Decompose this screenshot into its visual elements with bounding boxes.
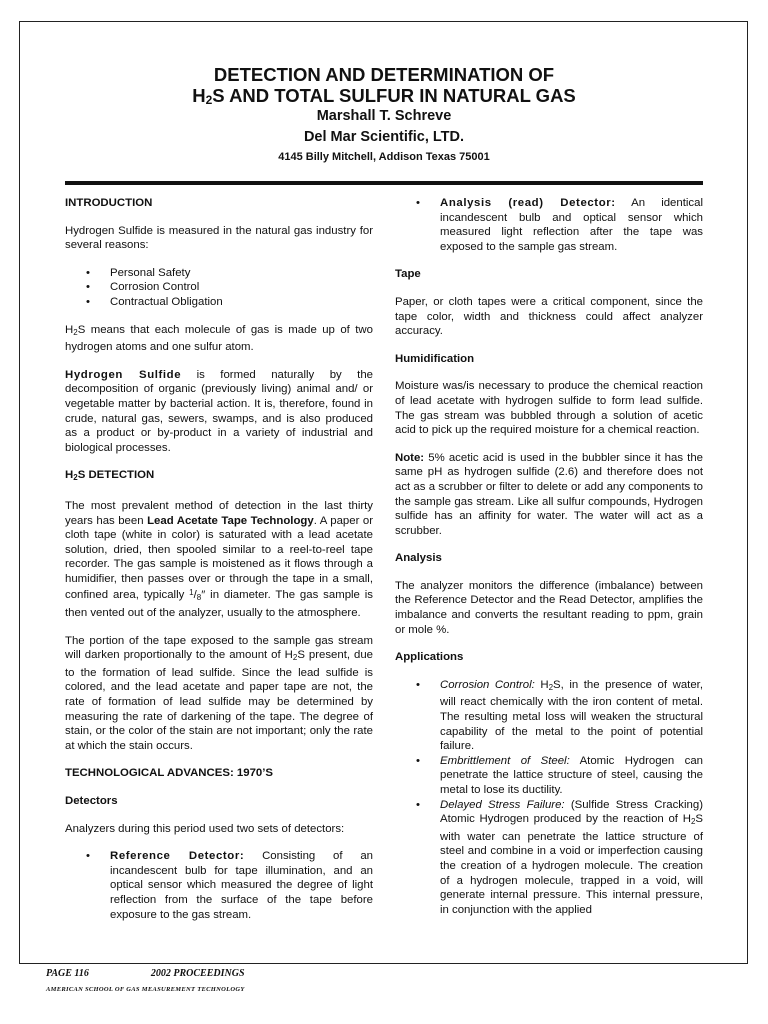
tape-paragraph: Paper, or cloth tapes were a critical component, since the tape color, width and thickness could affect analyzer accuracy. [395, 295, 703, 338]
list-item: • Corrosion Control [65, 280, 373, 295]
detectors-list-continued [395, 196, 703, 254]
list-item: • Embrittlement of Steel: Atomic Hydrogen can penetrate the lattice structure of steel, causing the metal to lose its ductility. [395, 754, 703, 798]
left-column [65, 196, 373, 935]
author-name: Marshall T. Schreve [316, 108, 452, 124]
footer-page-info [46, 968, 245, 979]
page-number: PAGE 116 [46, 968, 89, 979]
list-item: • Analysis (read) Detector: An identical incandescent bulb and optical sensor which measured light reflection after the tape was exposed to the sample gas stream. [395, 196, 703, 254]
hydrogen-sulfide-paragraph: Hydrogen Sulfide is formed naturally by the decomposition of organic (previously living) animal and/ or vegetable matter by bacterial action. It is, therefore, found in crude, natural gas, sewers, swamps, and is also produced as a product or by-product in a variety of industrial and biological processes. [65, 368, 374, 454]
subheading-tape: Tape [395, 268, 421, 281]
subheading-analysis: Analysis [395, 552, 442, 565]
subheading-humidification: Humidification [395, 352, 475, 365]
right-column [395, 196, 703, 930]
subheading-applications: Applications [395, 651, 464, 664]
reasons-list [65, 266, 373, 310]
address: 4145 Billy Mitchell, Addison Texas 75001 [278, 151, 490, 163]
subheading-detectors: Detectors [65, 795, 118, 807]
title-line-1: DETECTION AND DETERMINATION OF [213, 64, 555, 85]
analysis-paragraph: The analyzer monitors the difference (imbalance) between the Reference Detector and the Read Detector, amplifies the imbalance and converts the resultant reading to ppm, grain or mole %. [395, 579, 703, 636]
section-heading-h2s-detection: $H_2S$ DETECTION [65, 469, 155, 483]
paper-title [0, 64, 768, 111]
section-heading-tech-advances: TECHNOLOGICAL ADVANCES: 1970’S [65, 767, 274, 780]
intro-paragraph: Hydrogen Sulfide is measured in the natural gas industry for several reasons: [65, 224, 373, 252]
header-rule [65, 181, 703, 185]
detectors-list [65, 849, 373, 922]
list-item: • Delayed Stress Failure: (Sulfide Stress Cracking) Atomic Hydrogen produced by the reaction of $H_2S$ with water can penetrate the lattice structure of steel and combine in a void or imperfection causing the creation of a hydrogen molecule. The creation of a hydrogen molecule, trapped in a void, will generate internal pressure. This internal pressure, in conjunction with the applied [395, 798, 703, 918]
footer-school: AMERICAN SCHOOL OF GAS MEASUREMENT TECHNOLOGY [46, 986, 245, 993]
h2s-definition-paragraph: $H_2S$ means that each molecule of gas is made up of two hydrogen atoms and one sulfur atom. [65, 323, 373, 354]
detection-paragraph-2: The portion of the tape exposed to the sample gas stream will darken proportionally to the amount of $H_2S$ present, due to the formation of lead sulfide. Since the lead sulfide is colored, and the lead acetate and paper tape are not, the rate of formation of lead sulfide may be determined by measuring the rate of darkening of the tape. The degree of stain, or the color of the stain are not important; only the rate at which the stain occurs. [65, 634, 374, 752]
section-heading-introduction: INTRODUCTION [65, 197, 153, 209]
humidification-paragraph: Moisture was/is necessary to produce the chemical reaction of lead acetate with hydrogen sulfide to form lead sulfide. The gas stream was bubbled through a solution of acetic acid to pick up the required moisture for a chemical reaction. [395, 380, 703, 437]
detectors-paragraph: Analyzers during this period used two sets of detectors: [65, 822, 345, 835]
list-item: • Reference Detector: Consisting of an incandescent bulb for tape illumination, and an optical sensor which measured the degree of light reflection from the surface of the tape before exposure to the gas stream. [65, 849, 373, 922]
proceedings-label: 2002 PROCEEDINGS [150, 968, 245, 979]
detection-paragraph-1: The most prevalent method of detection in the last thirty years has been Lead Acetate Tape Technology. A paper or cloth tape (white in color) is saturated with a lead acetate solution, dried, then spooled similar to a reel-to-reel tape recorder. The gas sample is moistened as it flows through a humidifier, then passes over or through the tape in a small, confined area, typically $^1/_8''$ in diameter. The gas sample is then vented out of the analyzer, usually to the atmosphere. [65, 499, 373, 620]
note-paragraph: Note: 5% acetic acid is used in the bubbler since it has the same pH as hydrogen sulfide (2.6) and therefore does not act as a scrubber or filter to delete or add any components to the sample gas stream. Like all sulfur compounds, Hydrogen sulfide has an affinity for water. The water will act as a scrubber. [395, 451, 703, 537]
applications-list [395, 678, 703, 918]
organization: Del Mar Scientific, LTD. [303, 129, 465, 145]
list-item: • Corrosion Control: $H_2S$, in the presence of water, will react chemically with the iron content of metal. The resulting metal loss will weaken the structural capability of the metal to the point of potential failure. [395, 678, 703, 754]
title-line-2: $H_2S$ AND TOTAL SULFUR IN NATURAL GAS [192, 85, 576, 107]
list-item: • Personal Safety [65, 266, 373, 281]
list-item: • Contractual Obligation [65, 295, 373, 310]
